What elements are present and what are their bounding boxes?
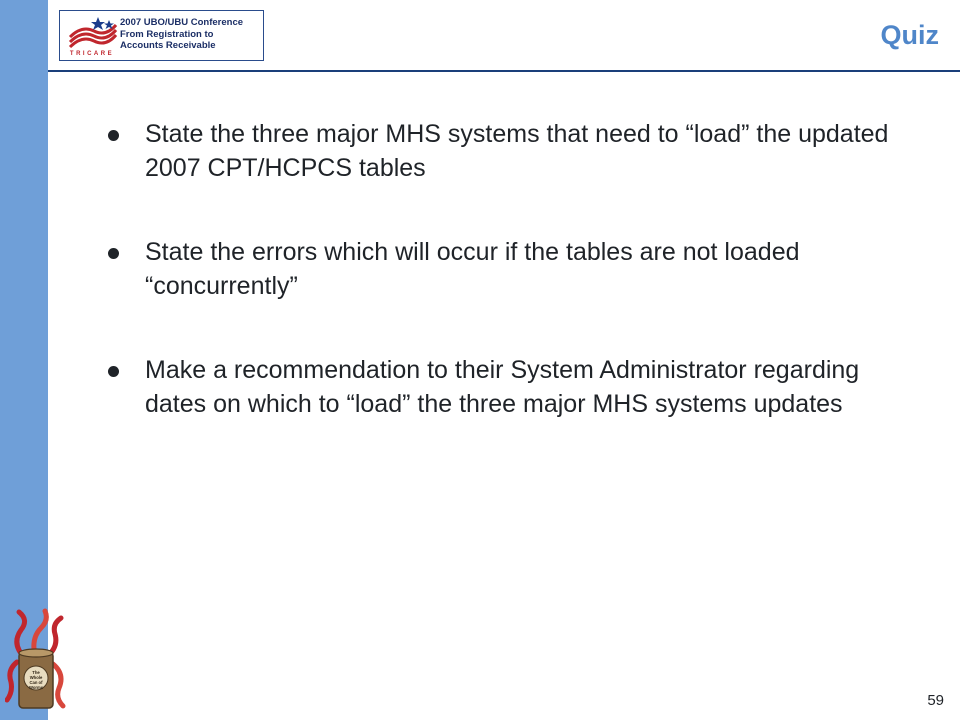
bullet-item <box>100 235 920 303</box>
svg-text:Can of: Can of <box>29 680 43 685</box>
bullet-item <box>100 117 920 185</box>
bullet-item <box>100 353 920 421</box>
svg-text:The: The <box>32 670 40 675</box>
bullet-dot-icon <box>108 130 119 141</box>
svg-text:Whole: Whole <box>29 675 43 680</box>
bullet-list <box>100 117 920 471</box>
can-of-worms-mascot-icon <box>5 608 67 712</box>
header-divider <box>48 70 960 72</box>
svg-text:Worms: Worms <box>28 685 44 690</box>
svg-text:TRICARE: TRICARE <box>69 51 115 57</box>
conference-logo-text <box>120 17 262 52</box>
conference-logo <box>59 10 264 61</box>
bullet-dot-icon <box>108 248 119 259</box>
bullet-text: State the three major MHS systems that need to “load” the updated 2007 CPT/HCPCS tables <box>145 120 889 182</box>
slide-title: Quiz <box>880 20 939 50</box>
bullet-text: State the errors which will occur if the tables are not loaded “concurrently” <box>145 238 800 300</box>
logo-line-3: Accounts Receivable <box>120 40 216 51</box>
logo-line-2: From Registration to <box>120 28 214 40</box>
page-number: 59 <box>927 692 944 709</box>
bullet-dot-icon <box>108 366 119 377</box>
tricare-emblem-icon <box>64 15 120 57</box>
bullet-text: Make a recommendation to their System Administrator regarding dates on which to “load” the three major MHS systems updates <box>145 356 860 418</box>
logo-line-1: 2007 UBO/UBU Conference <box>120 17 244 28</box>
